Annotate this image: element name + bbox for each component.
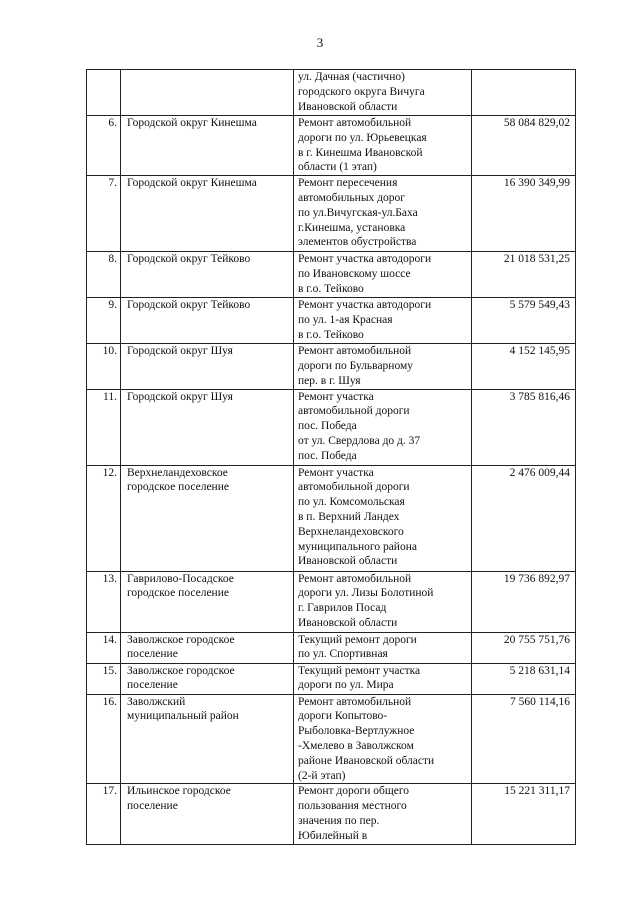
object-cell: Ремонт участка автомобильной дороги по ул. Комсомольская в п. Верхний Ландех Верхнеландеховского муниципального района Ивановской области xyxy=(294,465,472,571)
roads-table xyxy=(86,69,576,845)
row-number: 10. xyxy=(87,344,121,389)
object-cell: Ремонт участка автомобильной дороги пос. Победа от ул. Свердлова до д. 37 пос. Победа xyxy=(294,389,472,465)
table-row xyxy=(87,632,576,663)
table-row xyxy=(87,70,576,116)
table-row xyxy=(87,252,576,298)
municipality-cell: Городской округ Кинешма xyxy=(121,176,294,252)
object-cell: Ремонт автомобильной дороги Копытово- Рыболовка-Вертлужное -Хмелево в Заволжском районе Ивановской области (2-й этап) xyxy=(294,694,472,784)
row-number: 11. xyxy=(87,389,121,465)
object-cell: Ремонт дороги общего пользования местного значения по пер. Юбилейный в xyxy=(294,784,472,845)
object-cell: Ремонт автомобильной дороги по ул. Юрьевецкая в г. Кинешма Ивановской области (1 этап) xyxy=(294,116,472,176)
municipality-cell: Ильинское городское поселение xyxy=(121,784,294,845)
municipality-cell: Заволжский муниципальный район xyxy=(121,694,294,784)
object-cell: ул. Дачная (частично) городского округа Вичуга Ивановской области xyxy=(294,70,472,116)
row-number: 14. xyxy=(87,632,121,663)
municipality-cell: Городской округ Тейково xyxy=(121,252,294,298)
amount-cell: 58 084 829,02 xyxy=(472,116,576,176)
amount-cell xyxy=(472,70,576,116)
row-number: 17. xyxy=(87,784,121,845)
amount-cell: 2 476 009,44 xyxy=(472,465,576,571)
row-number: 6. xyxy=(87,116,121,176)
municipality-cell: Верхнеландеховское городское поселение xyxy=(121,465,294,571)
municipality-cell: Заволжское городское поселение xyxy=(121,663,294,694)
amount-cell: 5 579 549,43 xyxy=(472,298,576,344)
table-row xyxy=(87,298,576,344)
amount-cell: 3 785 816,46 xyxy=(472,389,576,465)
table-row xyxy=(87,344,576,389)
row-number: 16. xyxy=(87,694,121,784)
table-row xyxy=(87,694,576,784)
object-cell: Текущий ремонт участка дороги по ул. Мира xyxy=(294,663,472,694)
object-cell: Текущий ремонт дороги по ул. Спортивная xyxy=(294,632,472,663)
amount-cell: 7 560 114,16 xyxy=(472,694,576,784)
row-number: 7. xyxy=(87,176,121,252)
amount-cell: 5 218 631,14 xyxy=(472,663,576,694)
municipality-cell: Городской округ Шуя xyxy=(121,344,294,389)
row-number: 12. xyxy=(87,465,121,571)
row-number: 13. xyxy=(87,571,121,632)
amount-cell: 19 736 892,97 xyxy=(472,571,576,632)
object-cell: Ремонт пересечения автомобильных дорог по ул.Вичугская-ул.Баха г.Кинешма, установка элементов обустройства xyxy=(294,176,472,252)
table-row xyxy=(87,784,576,845)
row-number xyxy=(87,70,121,116)
row-number: 15. xyxy=(87,663,121,694)
row-number: 9. xyxy=(87,298,121,344)
table-row xyxy=(87,116,576,176)
object-cell: Ремонт автомобильной дороги ул. Лизы Болотиной г. Гаврилов Посад Ивановской области xyxy=(294,571,472,632)
municipality-cell: Городской округ Кинешма xyxy=(121,116,294,176)
table-row xyxy=(87,389,576,465)
object-cell: Ремонт автомобильной дороги по Бульварному пер. в г. Шуя xyxy=(294,344,472,389)
municipality-cell: Заволжское городское поселение xyxy=(121,632,294,663)
municipality-cell: Гаврилово-Посадское городское поселение xyxy=(121,571,294,632)
table-row xyxy=(87,571,576,632)
amount-cell: 20 755 751,76 xyxy=(472,632,576,663)
object-cell: Ремонт участка автодороги по ул. 1-ая Красная в г.о. Тейково xyxy=(294,298,472,344)
municipality-cell: Городской округ Шуя xyxy=(121,389,294,465)
amount-cell: 15 221 311,17 xyxy=(472,784,576,845)
table-row xyxy=(87,663,576,694)
amount-cell: 21 018 531,25 xyxy=(472,252,576,298)
table-row xyxy=(87,176,576,252)
municipality-cell xyxy=(121,70,294,116)
row-number: 8. xyxy=(87,252,121,298)
page-number: 3 xyxy=(316,35,324,50)
table-row xyxy=(87,465,576,571)
object-cell: Ремонт участка автодороги по Ивановскому шоссе в г.о. Тейково xyxy=(294,252,472,298)
municipality-cell: Городской округ Тейково xyxy=(121,298,294,344)
amount-cell: 16 390 349,99 xyxy=(472,176,576,252)
amount-cell: 4 152 145,95 xyxy=(472,344,576,389)
